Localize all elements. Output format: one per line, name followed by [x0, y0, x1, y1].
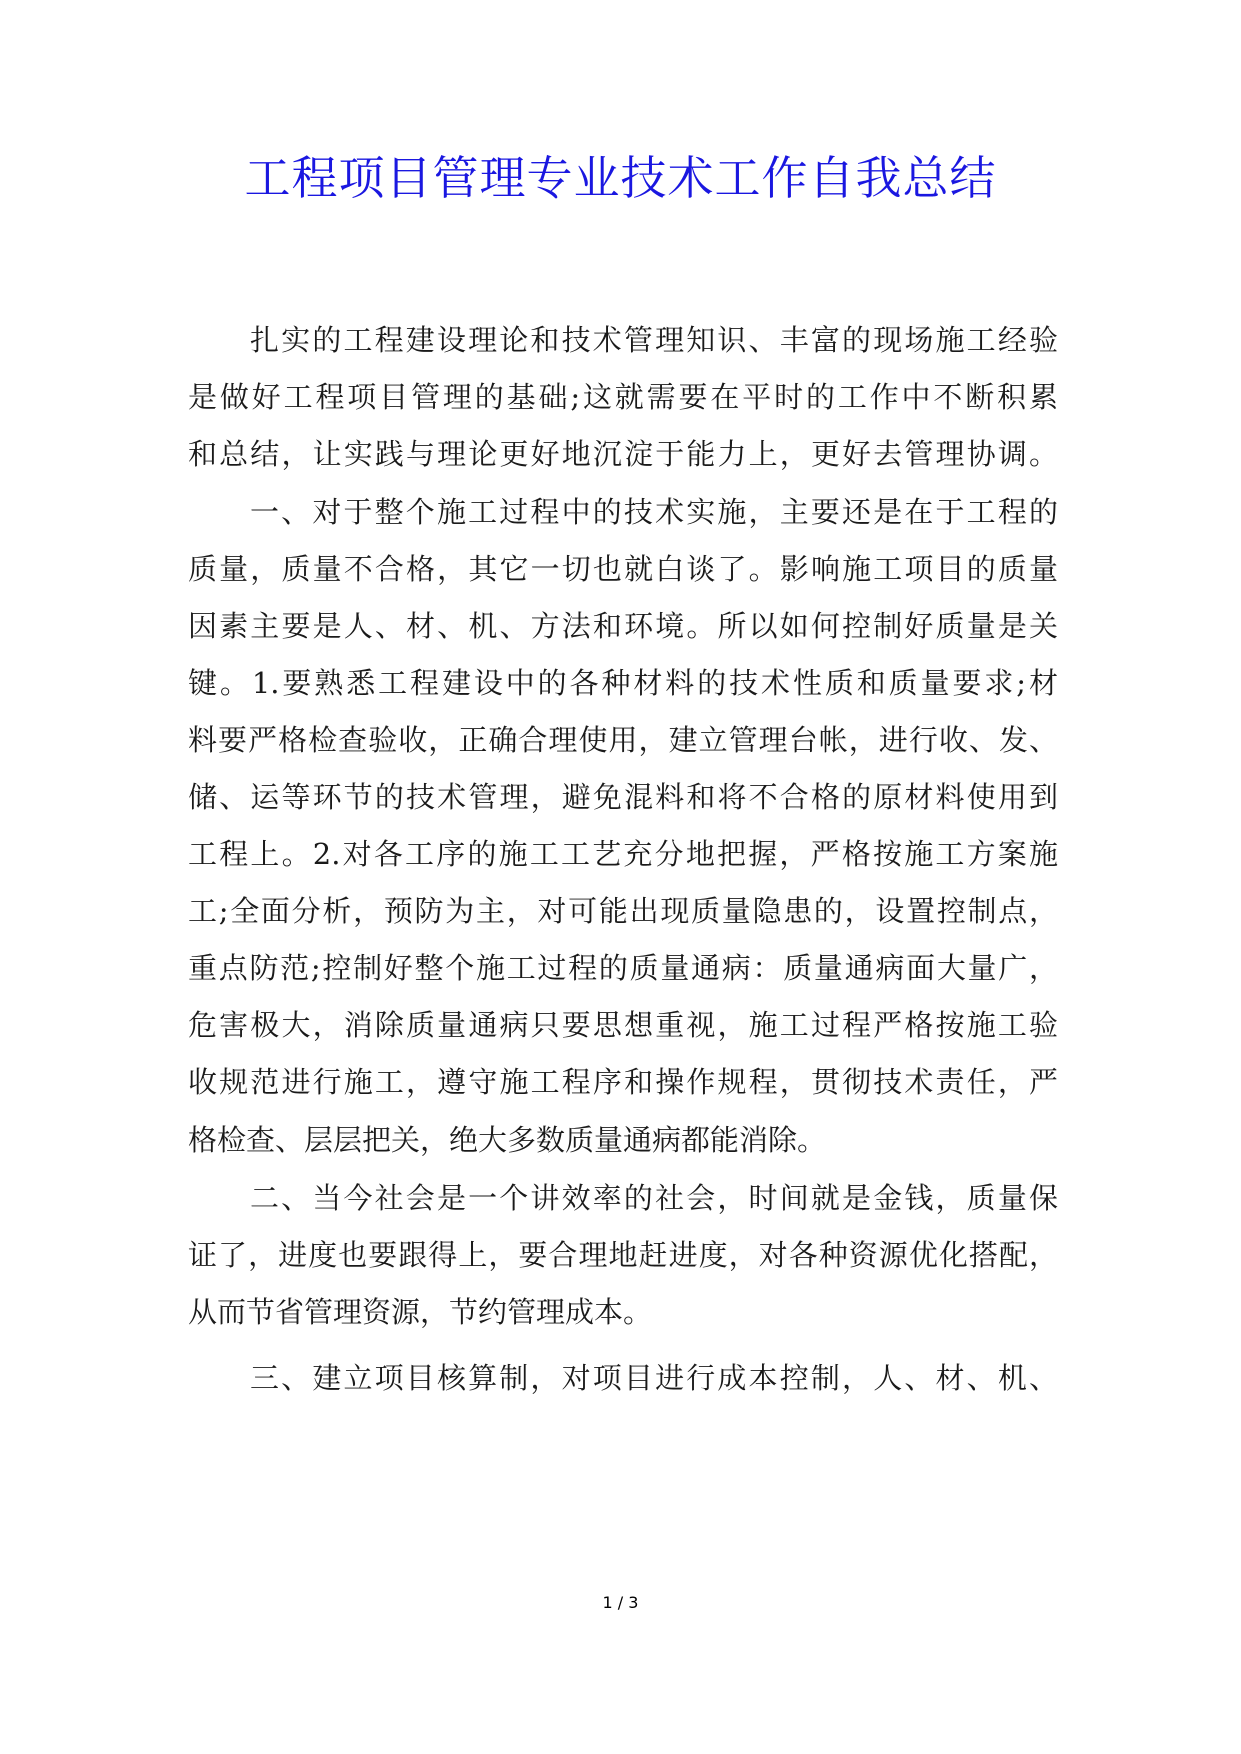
paragraph-line: 重点防范;控制好整个施工过程的质量通病：质量通病面大量广， [188, 951, 1058, 985]
paragraph-line: 危害极大，消除质量通病只要思想重视，施工过程严格按施工验 [188, 1008, 1058, 1042]
paragraph-line: 料要严格检查验收，正确合理使用，建立管理台帐，进行收、发、 [188, 723, 1058, 757]
paragraph-line: 键。1.要熟悉工程建设中的各种材料的技术性质和质量要求;材 [188, 666, 1058, 700]
paragraph-line: 是做好工程项目管理的基础;这就需要在平时的工作中不断积累 [188, 380, 1058, 414]
paragraph-line: 从而节省管理资源，节约管理成本。 [188, 1295, 653, 1329]
paragraph-line: 二、当今社会是一个讲效率的社会，时间就是金钱，质量保 [250, 1181, 1058, 1215]
page-title: 工程项目管理专业技术工作自我总结 [244, 151, 997, 205]
paragraph-line: 扎实的工程建设理论和技术管理知识、丰富的现场施工经验 [250, 323, 1058, 357]
paragraph-line: 工;全面分析，预防为主，对可能出现质量隐患的，设置控制点， [188, 894, 1058, 928]
paragraph-line: 一、对于整个施工过程中的技术实施，主要还是在于工程的 [250, 495, 1058, 529]
page-number: 1 / 3 [602, 1593, 639, 1612]
paragraph-line: 收规范进行施工，遵守施工程序和操作规程，贯彻技术责任，严 [188, 1065, 1058, 1099]
paragraph-line: 工程上。2.对各工序的施工工艺充分地把握，严格按施工方案施 [188, 837, 1058, 871]
paragraph-line: 证了，进度也要跟得上，要合理地赶进度，对各种资源优化搭配， [188, 1238, 1058, 1272]
paragraph-line: 格检查、层层把关，绝大多数质量通病都能消除。 [188, 1123, 827, 1157]
paragraph-line: 储、运等环节的技术管理，避免混料和将不合格的原材料使用到 [188, 780, 1058, 814]
paragraph-line: 和总结，让实践与理论更好地沉淀于能力上，更好去管理协调。 [188, 437, 1058, 471]
paragraph-line: 质量，质量不合格，其它一切也就白谈了。影响施工项目的质量 [188, 552, 1058, 586]
paragraph-line: 因素主要是人、材、机、方法和环境。所以如何控制好质量是关 [188, 609, 1058, 643]
paragraph-line: 三、建立项目核算制，对项目进行成本控制，人、材、机、 [250, 1361, 1058, 1395]
